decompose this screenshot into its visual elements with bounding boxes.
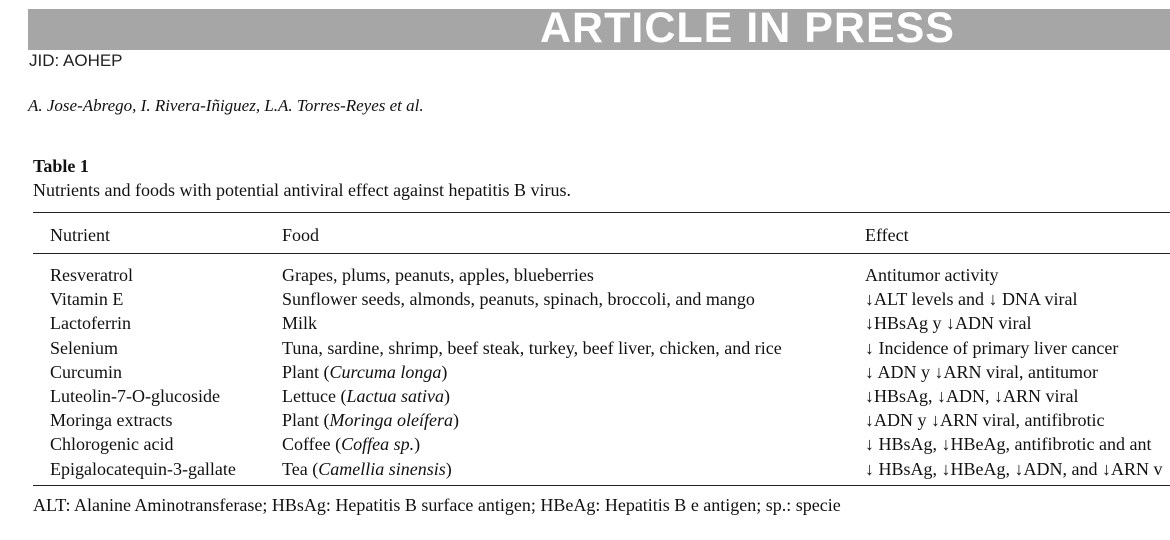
food-text: ): [453, 410, 459, 431]
column-header-effect: Effect: [865, 225, 909, 245]
food-text: Milk: [282, 313, 318, 334]
food-text: Grapes, plums, peanuts, apples, blueberries: [282, 265, 594, 285]
food-cell: [282, 459, 452, 479]
effect-cell: ↓ ADN y ↓ARN viral, antitumor: [865, 361, 1098, 382]
effect-cell: Antitumor activity: [865, 265, 999, 285]
column-header-nutrient: Nutrient: [50, 225, 110, 245]
table-bottom-rule: [33, 485, 1170, 486]
food-cell: [282, 338, 782, 358]
effect-cell: ↓ADN y ↓ARN viral, antifibrotic: [865, 410, 1105, 431]
food-text: Lettuce (: [282, 386, 347, 406]
food-cell: [282, 289, 755, 309]
effect-cell: ↓ HBsAg, ↓HBeAg, antifibrotic and ant: [865, 434, 1152, 455]
article-in-press-banner: [28, 4, 1170, 52]
effect-cell: ↓HBsAg, ↓ADN, ↓ARN viral: [865, 386, 1079, 406]
journal-id: JID: AOHEP: [29, 51, 123, 70]
table-header-rule: [33, 253, 1170, 254]
food-cell: [282, 313, 317, 333]
column-header-food: Food: [282, 225, 320, 245]
food-cell: [282, 265, 594, 285]
food-cell: [282, 434, 420, 454]
food-cell: [282, 362, 447, 382]
effect-cell: ↓ALT levels and ↓ DNA viral: [865, 289, 1078, 310]
food-text: Tuna, sardine, shrimp, beef steak, turkey, beef liver, chicken, and rice: [282, 337, 782, 358]
food-text: ): [443, 386, 450, 406]
nutrient-cell: Vitamin E: [50, 289, 124, 310]
table-footnote: ALT: Alanine Aminotransferase; HBsAg: Hepatitis B surface antigen; HBeAg: Hepatitis B e antigen; sp.: specie: [33, 495, 841, 515]
species-name: Moringa oleífera: [329, 410, 453, 431]
species-name: Camellia sinensis: [318, 458, 446, 479]
food-text: ): [414, 434, 421, 455]
nutrient-cell: Epigalocatequin-3-gallate: [50, 458, 236, 479]
nutrient-cell: Luteolin-7-O-glucoside: [50, 386, 220, 406]
food-text: Sunflower seeds, almonds, peanuts, spinach, broccoli, and mango: [282, 289, 755, 310]
food-text: ): [445, 458, 452, 479]
table-label: Table 1: [33, 156, 89, 176]
nutrient-cell: Moringa extracts: [50, 410, 173, 431]
table-top-rule: [33, 212, 1170, 213]
table-caption: Nutrients and foods with potential antiviral effect against hepatitis B virus.: [33, 180, 572, 200]
species-name: Lactua sativa: [346, 386, 444, 406]
food-cell: [282, 410, 459, 430]
nutrient-cell: Resveratrol: [50, 265, 133, 285]
effect-cell: ↓ HBsAg, ↓HBeAg, ↓ADN, and ↓ARN v: [865, 458, 1163, 479]
nutrient-cell: Selenium: [50, 337, 118, 358]
food-text: Plant (: [282, 410, 330, 431]
effect-cell: ↓ Incidence of primary liver cancer: [865, 337, 1119, 358]
banner-text: ARTICLE IN PRESS: [540, 4, 955, 52]
food-text: Tea (: [282, 458, 319, 479]
food-text: ): [441, 361, 448, 382]
food-text: Plant (: [282, 361, 330, 382]
food-cell: [282, 386, 450, 406]
nutrient-cell: Curcumin: [50, 361, 122, 382]
nutrient-cell: Lactoferrin: [50, 313, 131, 334]
authors-line: A. Jose-Abrego, I. Rivera-Iñiguez, L.A. Torres-Reyes et al.: [28, 96, 424, 115]
food-text: Coffee (: [282, 434, 342, 455]
species-name: Coffea sp.: [341, 434, 415, 455]
species-name: Curcuma longa: [329, 361, 442, 382]
effect-cell: ↓HBsAg y ↓ADN viral: [865, 313, 1032, 334]
nutrient-cell: Chlorogenic acid: [50, 434, 174, 455]
